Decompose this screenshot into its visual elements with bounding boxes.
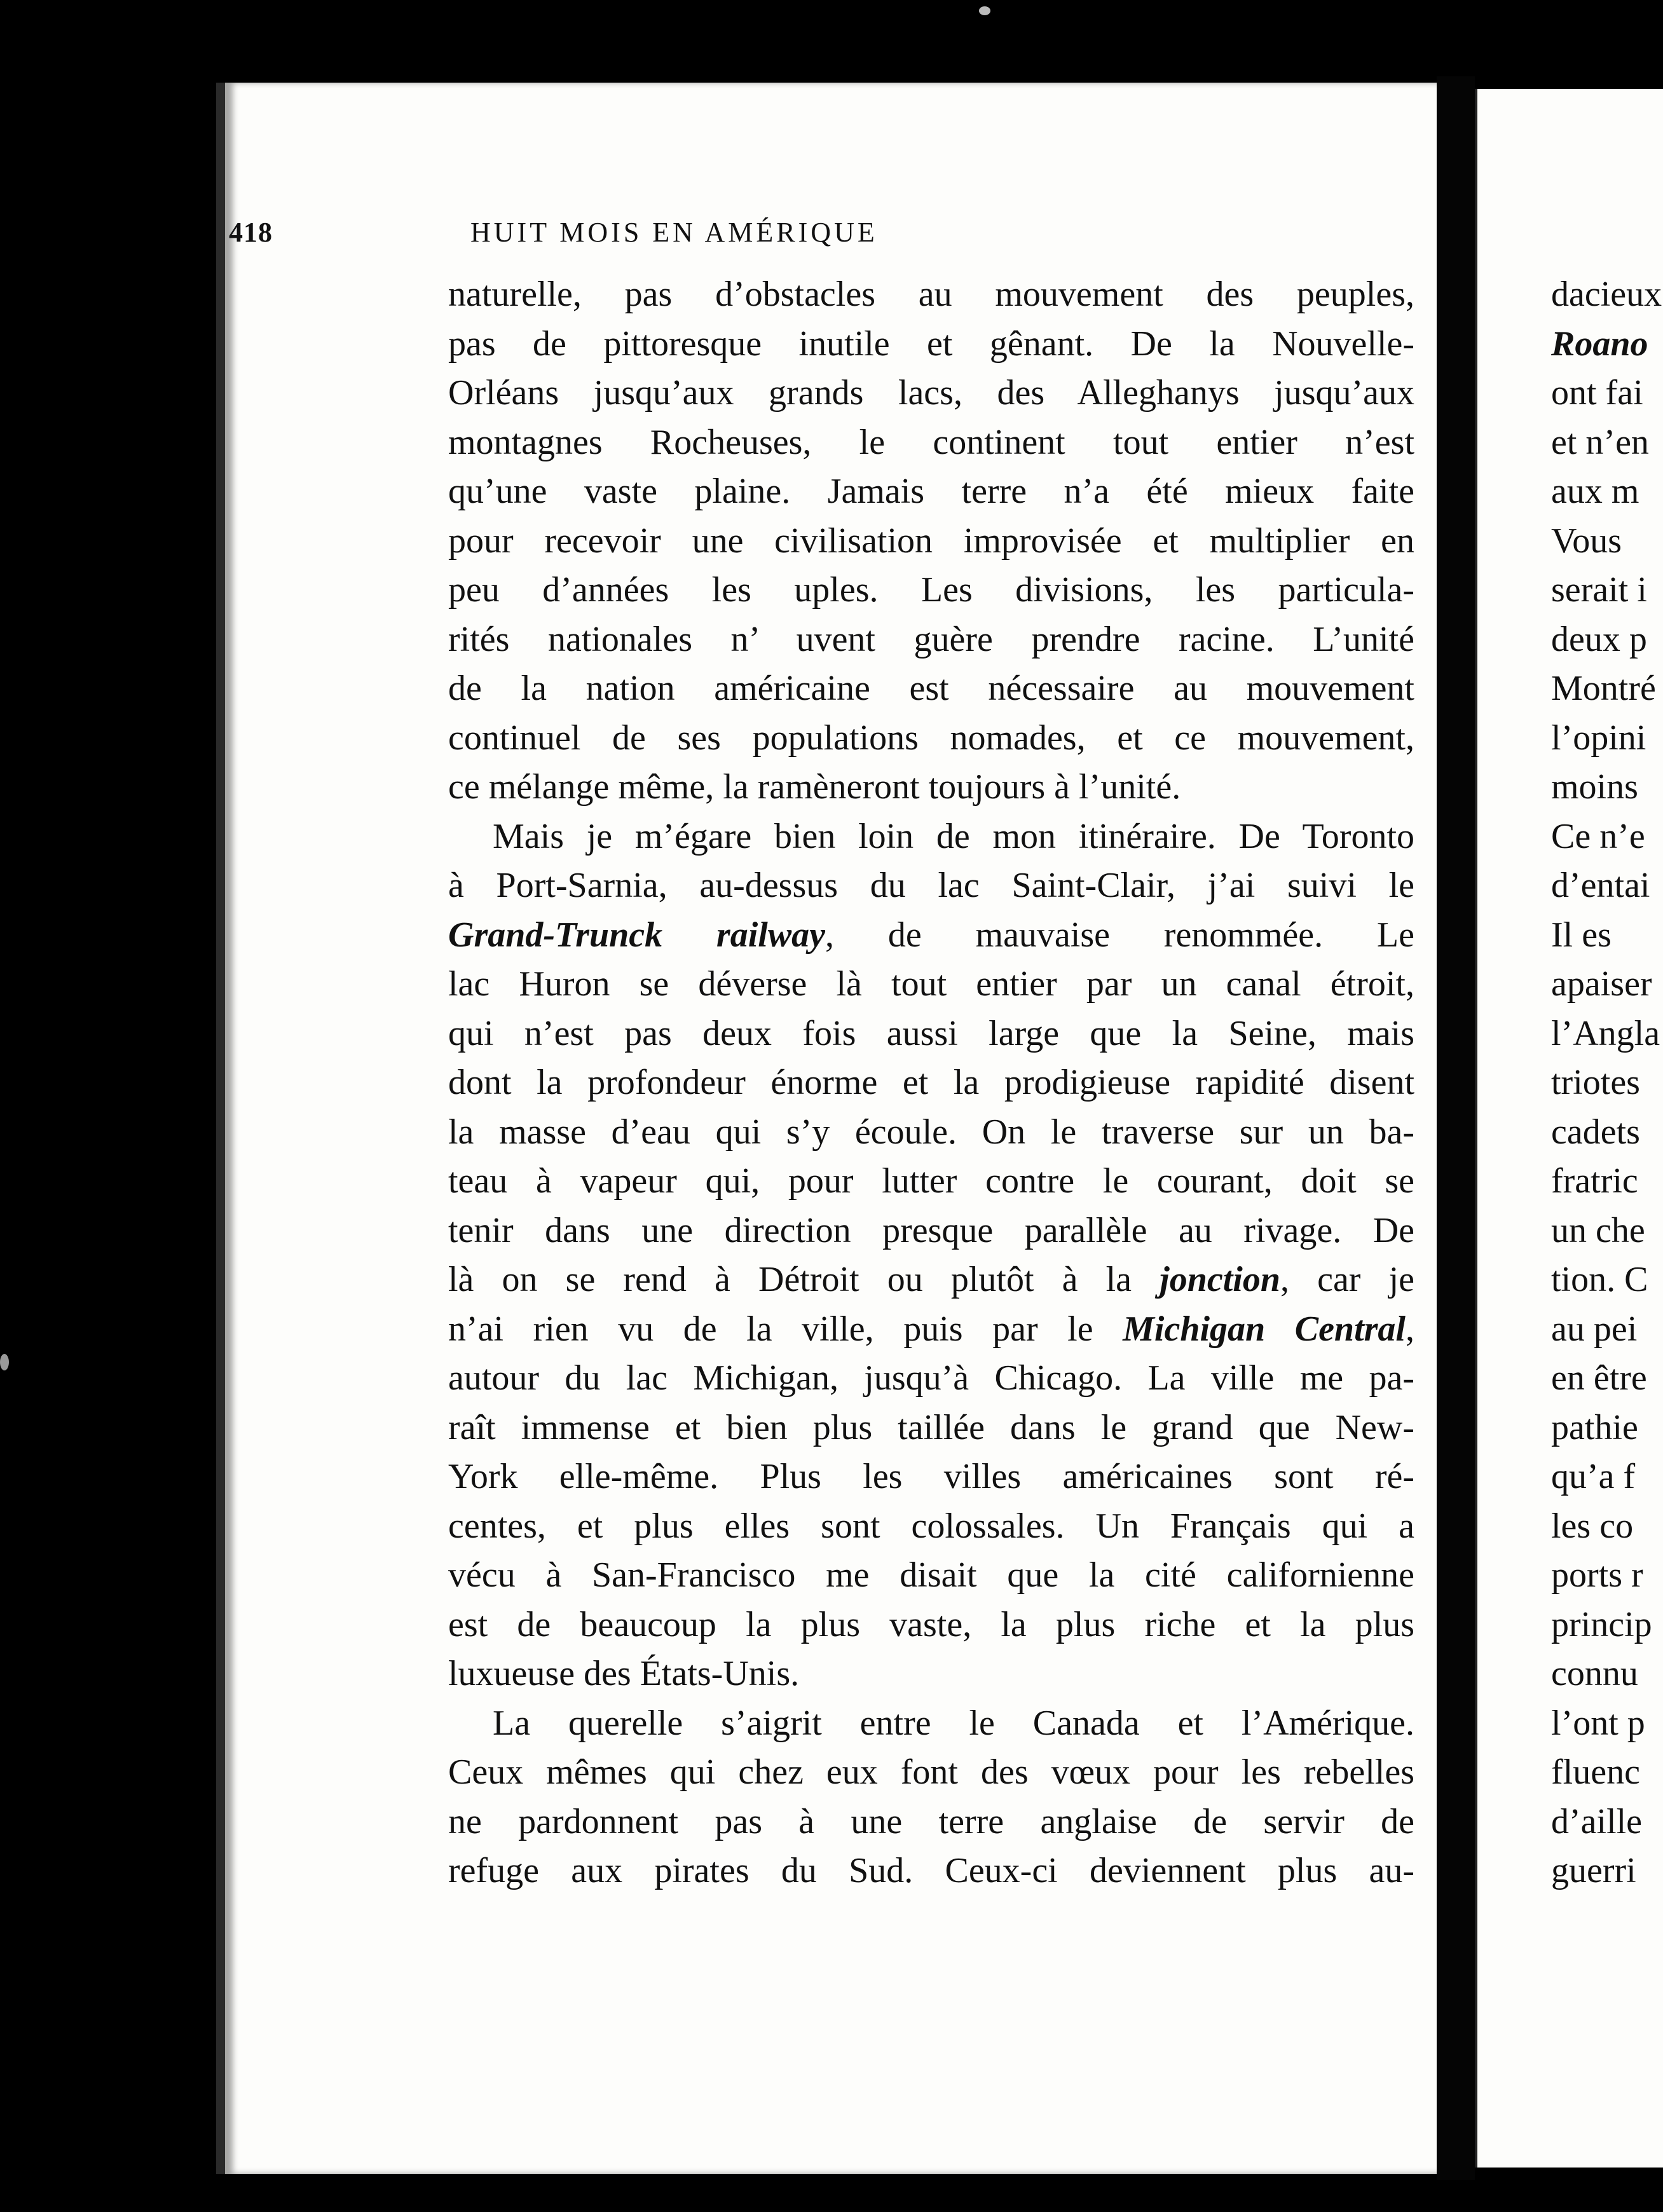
text-line: centes, et plus elles sont colossales. Un Français qui a: [448, 1506, 1414, 1546]
text-fragment: , de mauvaise renommée. Le: [825, 915, 1414, 955]
text-line: refuge aux pirates du Sud. Ceux-ci deviennent plus au-: [448, 1851, 1414, 1890]
text-line: teau à vapeur qui, pour lutter contre le courant, doit se: [448, 1161, 1414, 1201]
text-line: montagnes Rocheuses, le continent tout entier n’est: [448, 422, 1414, 462]
text-line: la masse d’eau qui s’y écoule. On le traverse sur un ba-: [448, 1112, 1414, 1152]
text-line: pas de pittoresque inutile et gênant. De la Nouvelle-: [448, 324, 1414, 364]
right-text-line: dacieux: [1551, 275, 1662, 314]
text-line: qu’une vaste plaine. Jamais terre n’a été mieux faite: [448, 472, 1414, 511]
text-fragment: là on se rend à Détroit ou plutôt à la: [448, 1260, 1160, 1299]
right-text-line: Roano: [1551, 324, 1648, 364]
right-text-line: apaiser: [1551, 964, 1652, 1004]
text-line: raît immense et bien plus taillée dans le grand que New-: [448, 1407, 1414, 1447]
page-number: 418: [229, 217, 273, 248]
right-text-line: Vous: [1551, 521, 1622, 561]
text-line: York elle-même. Plus les villes américaines sont ré-: [448, 1457, 1414, 1496]
text-line: autour du lac Michigan, jusqu’à Chicago. La ville me pa-: [448, 1358, 1414, 1398]
right-text-line: ont fai: [1551, 373, 1643, 413]
italic-phrase: jonction: [1160, 1260, 1280, 1299]
text-line: pour recevoir une civilisation improvisée et multiplier en: [448, 521, 1414, 561]
right-text-line: les co: [1551, 1506, 1634, 1546]
text-line: luxueuse des États-Unis.: [448, 1654, 800, 1693]
italic-phrase: Michigan Central: [1123, 1309, 1406, 1349]
italic-phrase: Grand-Trunck railway: [448, 915, 826, 955]
text-line: de la nation américaine est nécessaire au mouvement: [448, 669, 1414, 708]
right-text-line: Il es: [1551, 915, 1612, 955]
text-line-with-italic: [448, 1305, 1414, 1355]
running-title: HUIT MOIS EN AMÉRIQUE: [470, 217, 878, 248]
text-line: dont la profondeur énorme et la prodigieuse rapidité disent: [448, 1063, 1414, 1102]
scan-speck: [0, 1354, 9, 1370]
right-text-line: un che: [1551, 1210, 1645, 1250]
left-page-text: [448, 270, 1414, 1896]
right-text-line: pathie: [1551, 1407, 1638, 1447]
text-line: ce mélange même, la ramèneront toujours à l’unité.: [448, 767, 1181, 807]
right-text-line: Ce n’e: [1551, 816, 1645, 856]
right-text-line: Montré: [1551, 669, 1656, 708]
right-text-line: d’aille: [1551, 1801, 1643, 1841]
right-text-line: deux p: [1551, 619, 1647, 659]
scan-speck: [979, 6, 990, 15]
right-text-line: fratric: [1551, 1161, 1638, 1201]
text-line: ne pardonnent pas à une terre anglaise de servir de: [448, 1801, 1414, 1841]
text-line-with-italic: [448, 911, 1414, 960]
right-text-line: cadets: [1551, 1112, 1640, 1152]
text-line-with-italic: [448, 1255, 1414, 1305]
book-gutter: [1437, 76, 1475, 2180]
text-line: Orléans jusqu’aux grands lacs, des Alleghanys jusqu’aux: [448, 373, 1414, 413]
right-text-line: tion. C: [1551, 1260, 1648, 1299]
right-text-line: l’ont p: [1551, 1703, 1645, 1743]
text-line: est de beaucoup la plus vaste, la plus riche et la plus: [448, 1604, 1414, 1644]
page-header: [229, 216, 1284, 261]
right-text-line: d’entai: [1551, 866, 1650, 905]
right-text-line: moins: [1551, 767, 1638, 807]
text-line: naturelle, pas d’obstacles au mouvement des peuples,: [448, 275, 1414, 314]
right-text-line: connu: [1551, 1654, 1638, 1693]
right-text-line: au pei: [1551, 1309, 1638, 1349]
text-line: vécu à San-Francisco me disait que la cité californienne: [448, 1555, 1414, 1595]
text-fragment: n’ai rien vu de la ville, puis par le: [448, 1309, 1123, 1349]
text-line: peu d’années les uples. Les divisions, les particula-: [448, 570, 1414, 610]
right-page-text: [1551, 270, 1663, 1896]
text-line: à Port-Sarnia, au-dessus du lac Saint-Clair, j’ai suivi le: [448, 866, 1414, 905]
right-text-line: aux m: [1551, 472, 1639, 511]
right-text-line: guerri: [1551, 1851, 1636, 1890]
text-line: Ceux mêmes qui chez eux font des vœux pour les rebelles: [448, 1752, 1414, 1792]
right-text-line: en être: [1551, 1358, 1647, 1398]
text-line: rités nationales n’ uvent guère prendre racine. L’unité: [448, 619, 1414, 659]
right-text-line: serait i: [1551, 570, 1647, 610]
right-text-line: ports r: [1551, 1555, 1643, 1595]
right-text-line: triotes: [1551, 1063, 1640, 1102]
text-line: qui n’est pas deux fois aussi large que la Seine, mais: [448, 1013, 1414, 1053]
paragraph-start-line: La querelle s’aigrit entre le Canada et l’Amérique.: [493, 1703, 1414, 1743]
right-text-line: princip: [1551, 1604, 1652, 1644]
right-text-line: et n’en: [1551, 422, 1649, 462]
paragraph-start-line: Mais je m’égare bien loin de mon itinéraire. De Toronto: [493, 816, 1414, 856]
text-line: continuel de ses populations nomades, et ce mouvement,: [448, 718, 1414, 758]
right-text-line: l’opini: [1551, 718, 1646, 758]
right-text-line: qu’a f: [1551, 1457, 1636, 1496]
text-line: tenir dans une direction presque parallèle au rivage. De: [448, 1210, 1414, 1250]
text-line: lac Huron se déverse là tout entier par un canal étroit,: [448, 964, 1414, 1004]
text-fragment: , car je: [1280, 1260, 1414, 1299]
right-text-line: l’Angla: [1551, 1013, 1660, 1053]
text-fragment: ,: [1406, 1309, 1414, 1349]
right-text-line: fluenc: [1551, 1752, 1640, 1792]
